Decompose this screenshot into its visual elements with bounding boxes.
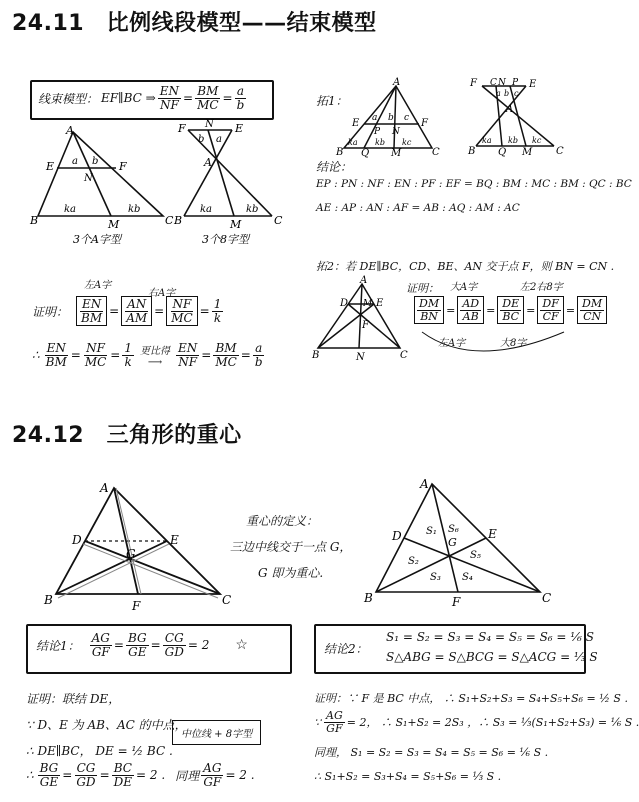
label-f: F [119,160,127,173]
svg-text:E: E [376,298,384,309]
label-segment-a: a [216,134,222,145]
annotation-left-a: 左A字 [84,280,112,291]
svg-text:c: c [514,89,519,98]
model-label: 线束模型： [38,91,99,106]
conclusion-label: 结论： [316,160,353,174]
svg-text:kb: kb [375,138,385,147]
label-f: F [178,122,186,135]
svg-text:D: D [72,533,82,547]
fraction-a-b: $\frac{a}{b}$ [236,84,245,112]
svg-text:A: A [393,77,401,88]
caption-3-a-shape: 3个A字型 [73,233,121,246]
svg-text:C: C [556,146,564,157]
figure-extension-1b [466,76,566,156]
svg-text:kc: kc [402,138,412,147]
svg-text:B: B [336,147,344,158]
proof-2-label: 证明： [406,282,439,295]
svg-text:b: b [504,89,510,98]
label-a: A [204,156,212,169]
svg-text:C: C [490,78,497,88]
annotation-big-a: 大A字 [450,282,478,293]
svg-text:G: G [126,547,136,561]
svg-text:F: F [362,320,369,331]
svg-text:c: c [404,113,410,123]
label-e: E [46,160,55,173]
fraction-en-bm: $\frac{EN}{BM}$ [76,296,107,326]
label-n: N [84,173,93,184]
extension-1-label: 拓1： [316,94,348,108]
proof-equation: 证明： $\frac{EN}{BM}$ = $\frac{AN}{AM}$ = $\frac{NF}{MC}$ = $\frac{1}{k}$ [32,297,222,325]
svg-text:E: E [352,118,360,129]
label-b: B [174,214,183,227]
label-b: B [30,214,39,227]
label-segment-b: b [92,156,99,167]
fraction-de-bc: $\frac{DE}{BC}$ [497,296,524,324]
definition-line-1: 重心的定义： [246,514,319,528]
svg-text:P: P [374,127,381,137]
svg-text:F: F [470,78,477,89]
triangle-abc [38,132,163,216]
svg-text:b: b [388,113,394,123]
label-m: M [108,218,120,231]
model-box: 线束模型： EF∥BC ⇒ $\frac{EN}{NF}$ = $\frac{BM}{MC}$ = $\frac{a}{b}$ [30,80,274,120]
svg-text:a: a [372,113,378,123]
proof-right-line-4: ∴ S₁+S₂ = S₃+S₄ = S₅+S₆ = ⅓ S . [314,770,502,783]
svg-text:G: G [448,536,457,549]
figure-8-shape [170,119,290,246]
svg-text:P: P [512,78,519,88]
proof-left-line-2: ∵ D、E 为 AB、AC 的中点， [26,718,187,732]
proof-right-line-2: ∵ $\frac{AG}{GF}$ = 2， ∴ S₁+S₂ = 2S₃ ，∴ S₃ = ⅓(S₁+S₂+S₃) = ⅙ S . [314,709,639,735]
label-segment-ka: ka [200,204,213,215]
definition-line-3: G 即为重心. [258,566,324,580]
svg-text:C: C [432,147,440,158]
svg-text:S₄: S₄ [462,572,473,583]
figure-a-shape [28,124,178,246]
conclusion-ratio-2: AE : AP : AN : AF = AB : AQ : AM : AC [316,202,520,214]
svg-text:A: A [360,275,368,286]
svg-text:Q: Q [498,147,507,158]
svg-text:N: N [392,127,400,137]
svg-text:M: M [391,148,402,159]
svg-text:E: E [488,527,497,541]
annotation-right-a: 右A字 [148,288,176,299]
svg-text:S₃: S₃ [430,572,441,583]
proof-2-equation: $\frac{DM}{BN}$ = $\frac{AD}{AB}$ = $\frac{DE}{BC}$ = $\frac{DF}{CF}$ = $\frac{DM}{CN}$ [412,296,609,324]
svg-text:C: C [222,593,232,607]
conclusion-2-line-1: S₁ = S₂ = S₃ = S₄ = S₅ = S₆ = ⅙ S [386,630,594,644]
label-c: C [274,214,283,227]
proof-left-line-1: 证明：联结 DE， [26,692,121,706]
fraction-dm-cn: $\frac{DM}{CN}$ [577,296,607,324]
label-m: M [230,218,242,231]
annotation-change-ratio: 更比得 [139,346,170,358]
proof-left-line-4: ∴ $\frac{BG}{GE}$ = $\frac{CG}{GD}$ = $\frac{BC}{DE}$ = 2 . 同理 $\frac{AG}{GF}$ = 2 . [26,761,255,789]
fraction-1-k: $\frac{1}{k}$ [213,297,222,325]
svg-text:B: B [44,593,53,607]
svg-text:E: E [170,533,179,547]
annotation-left-a-2: 左A字 [438,338,466,349]
label-segment-kb: kb [246,204,259,215]
svg-text:M: M [363,299,373,309]
svg-text:N: N [498,78,506,88]
svg-text:A: A [506,104,514,115]
conclusion-1-label: 结论1： [36,638,80,653]
proof-conclusion: ∴ $\frac{EN}{BM}$ = $\frac{NF}{MC}$ = $\frac{1}{k}$ 更比得 ⟶ $\frac{EN}{NF}$ = $\frac{BM}{MC}$ = $\frac{a}{b}$ [32,341,263,369]
svg-text:N: N [356,352,365,363]
figure-extension-2 [310,276,410,362]
svg-text:S₂: S₂ [408,556,419,567]
annotation-left2-right8: 左2右8字 [520,282,563,293]
fraction-nf-mc: $\frac{NF}{MC}$ [166,296,197,326]
label-segment-kb: kb [128,204,141,215]
svg-text:A: A [420,477,429,491]
svg-text:ka: ka [348,138,358,147]
star-icon: ☆ [235,637,248,654]
label-segment-a: a [72,156,78,167]
svg-text:B: B [312,350,320,361]
proof-left-line-3: ∴ DE∥BC， DE = ½ BC . [26,744,173,758]
label-c: C [165,214,174,227]
svg-text:ka: ka [482,136,492,145]
svg-text:M: M [522,147,533,158]
svg-text:A: A [100,481,109,495]
proof-label: 证明： [32,304,69,319]
svg-text:kb: kb [508,136,518,145]
conclusion-ratio-1: EP : PN : NF : EN : PF : EF = BQ : BM : MC : BM : QC : BC [316,178,632,190]
figure-centroid [42,478,232,612]
svg-text:S₁: S₁ [426,526,437,537]
note-midline-8-shape: 中位线 + 8字型 [172,720,261,745]
figure-six-regions [362,476,562,610]
svg-text:S₆: S₆ [448,524,459,535]
conclusion-2-label: 结论2： [324,642,368,656]
svg-text:S₅: S₅ [470,550,481,561]
svg-text:D: D [340,298,349,309]
conclusion-1-box: 结论1： $\frac{AG}{GF}$ = $\frac{BG}{GE}$ = $\frac{CG}{GD}$ = 2 ☆ [26,624,292,674]
section-title-24-12: 24.12 三角形的重心 [12,423,242,448]
fraction-bm-mc: $\frac{BM}{MC}$ [197,84,219,112]
svg-text:D: D [392,529,402,543]
fraction-en-nf: $\frac{EN}{NF}$ [159,84,180,112]
label-a: A [66,124,74,137]
fraction-an-am: $\frac{AN}{AM}$ [121,296,152,326]
label-n: N [205,119,214,130]
caption-3-8-shape: 3个8字型 [202,233,249,246]
svg-text:F: F [132,599,141,613]
svg-text:a: a [496,89,501,98]
fraction-df-cf: $\frac{DF}{CF}$ [537,296,563,324]
label-e: E [235,122,244,135]
figure-extension-1 [336,77,440,159]
label-segment-ka: ka [64,204,77,215]
svg-text:kc: kc [532,136,542,145]
extension-2-statement: 拓2：若 DE∥BC，CD、BE、AN 交于点 F，则 BN = CN . [316,260,615,273]
conclusion-2-line-2: S△ABG = S△BCG = S△ACG = ⅓ S [386,650,598,664]
definition-line-2: 三边中线交于一点 G， [230,540,352,554]
section-title-24-11: 24.11 比例线段模型——结束模型 [12,11,377,36]
fraction-ad-ab: $\frac{AD}{AB}$ [457,296,484,324]
svg-text:C: C [400,350,408,361]
conclusion-2-box [314,624,598,674]
proof-right-line-3: 同理， S₁ = S₂ = S₃ = S₄ = S₅ = S₆ = ⅙ S . [314,746,549,759]
svg-text:E: E [529,79,537,90]
svg-text:F: F [421,118,428,129]
model-condition: EF∥BC ⇒ [101,91,156,106]
svg-text:C: C [542,591,552,605]
annotation-big-8: 大8字 [500,338,527,349]
label-segment-b: b [198,134,205,145]
svg-text:Q: Q [361,148,370,159]
svg-text:F: F [452,595,461,609]
svg-text:B: B [364,591,373,605]
proof-right-line-1: 证明：∵ F 是 BC 中点， ∴ S₁+S₂+S₃ = S₄+S₅+S₆ = ½ S . [314,692,628,705]
fraction-dm-bn: $\frac{DM}{BN}$ [414,296,444,324]
svg-text:B: B [468,146,476,157]
